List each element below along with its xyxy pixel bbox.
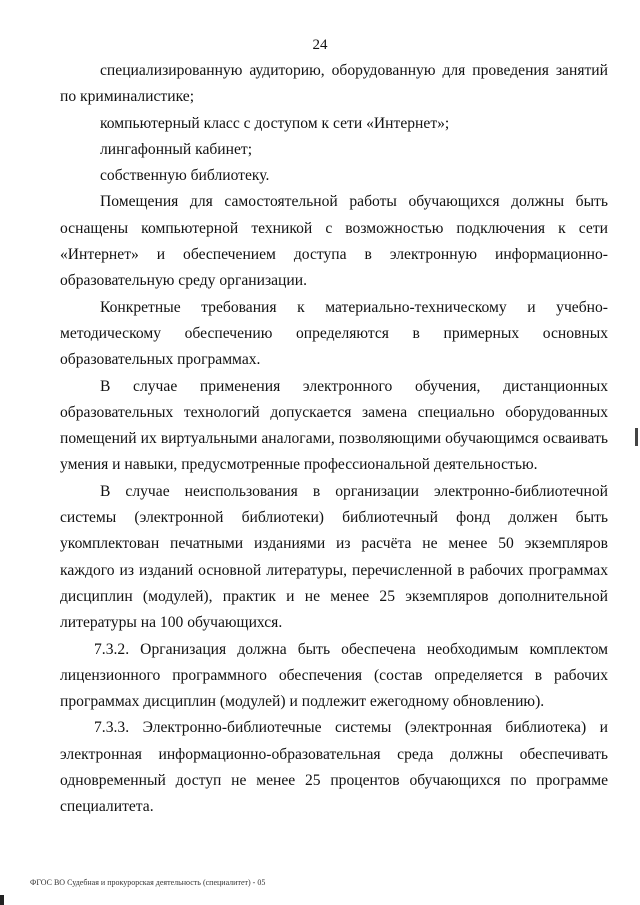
scan-edge-mark [635, 428, 638, 446]
paragraph-specialized-auditorium: специализированную аудиторию, оборудованную для проведения занятий по криминалистике; [60, 62, 608, 106]
paragraph-own-library: собственную библиотеку. [100, 167, 270, 185]
page-number: 24 [312, 37, 328, 53]
page-footer: ФГОС ВО Судебная и прокурорская деятельность (специалитет) - 05 [30, 878, 266, 887]
paragraph-computer-class: компьютерный класс с доступом к сети «Интернет»; [100, 114, 450, 132]
paragraph-self-study-rooms: Помещения для самостоятельной работы обучающихся должны быть оснащены компьютерной техникой с возможностью подключения к сети «Интернет» и обеспечением доступа в электронную информационно-образовательную среду организации. [60, 193, 608, 290]
paragraph-section-7-3-3: 7.3.3. Электронно-библиотечные системы (электронная библиотека) и электронная информационно-образовательная среда должны обеспечивать одновременный доступ не менее 25 процентов обучающихся по программе специалитета. [60, 719, 608, 816]
document-body [60, 58, 608, 821]
paragraph-section-7-3-2: 7.3.2. Организация должна быть обеспечена необходимым комплектом лицензионного программного обеспечения (состав определяется в рабочих программах дисциплин (модулей) и подлежит ежегодному обновлению). [60, 640, 608, 711]
paragraph-e-learning: В случае применения электронного обучения, дистанционных образовательных технологий допускается замена специально оборудованных помещений их виртуальными аналогами, позволяющими обучающимся осваивать умения и навыки, предусмотренные профессиональной деятельностью. [60, 377, 608, 474]
scan-corner-mark [0, 895, 4, 905]
paragraph-library-fund: В случае неиспользования в организации электронно-библиотечной системы (электронной библиотеки) библиотечный фонд должен быть укомплектован печатными изданиями из расчёта не менее 50 экземпляров каждого из изданий основной литературы, перечисленной в рабочих программах дисциплин (модулей), практик и не менее 25 экземпляров дополнительной литературы на 100 обучающихся. [60, 482, 608, 632]
paragraph-specific-requirements: Конкретные требования к материально-техническому и учебно-методическому обеспечению определяются в примерных основных образовательных программах. [60, 298, 608, 369]
paragraph-language-lab: лингафонный кабинет; [100, 140, 253, 158]
